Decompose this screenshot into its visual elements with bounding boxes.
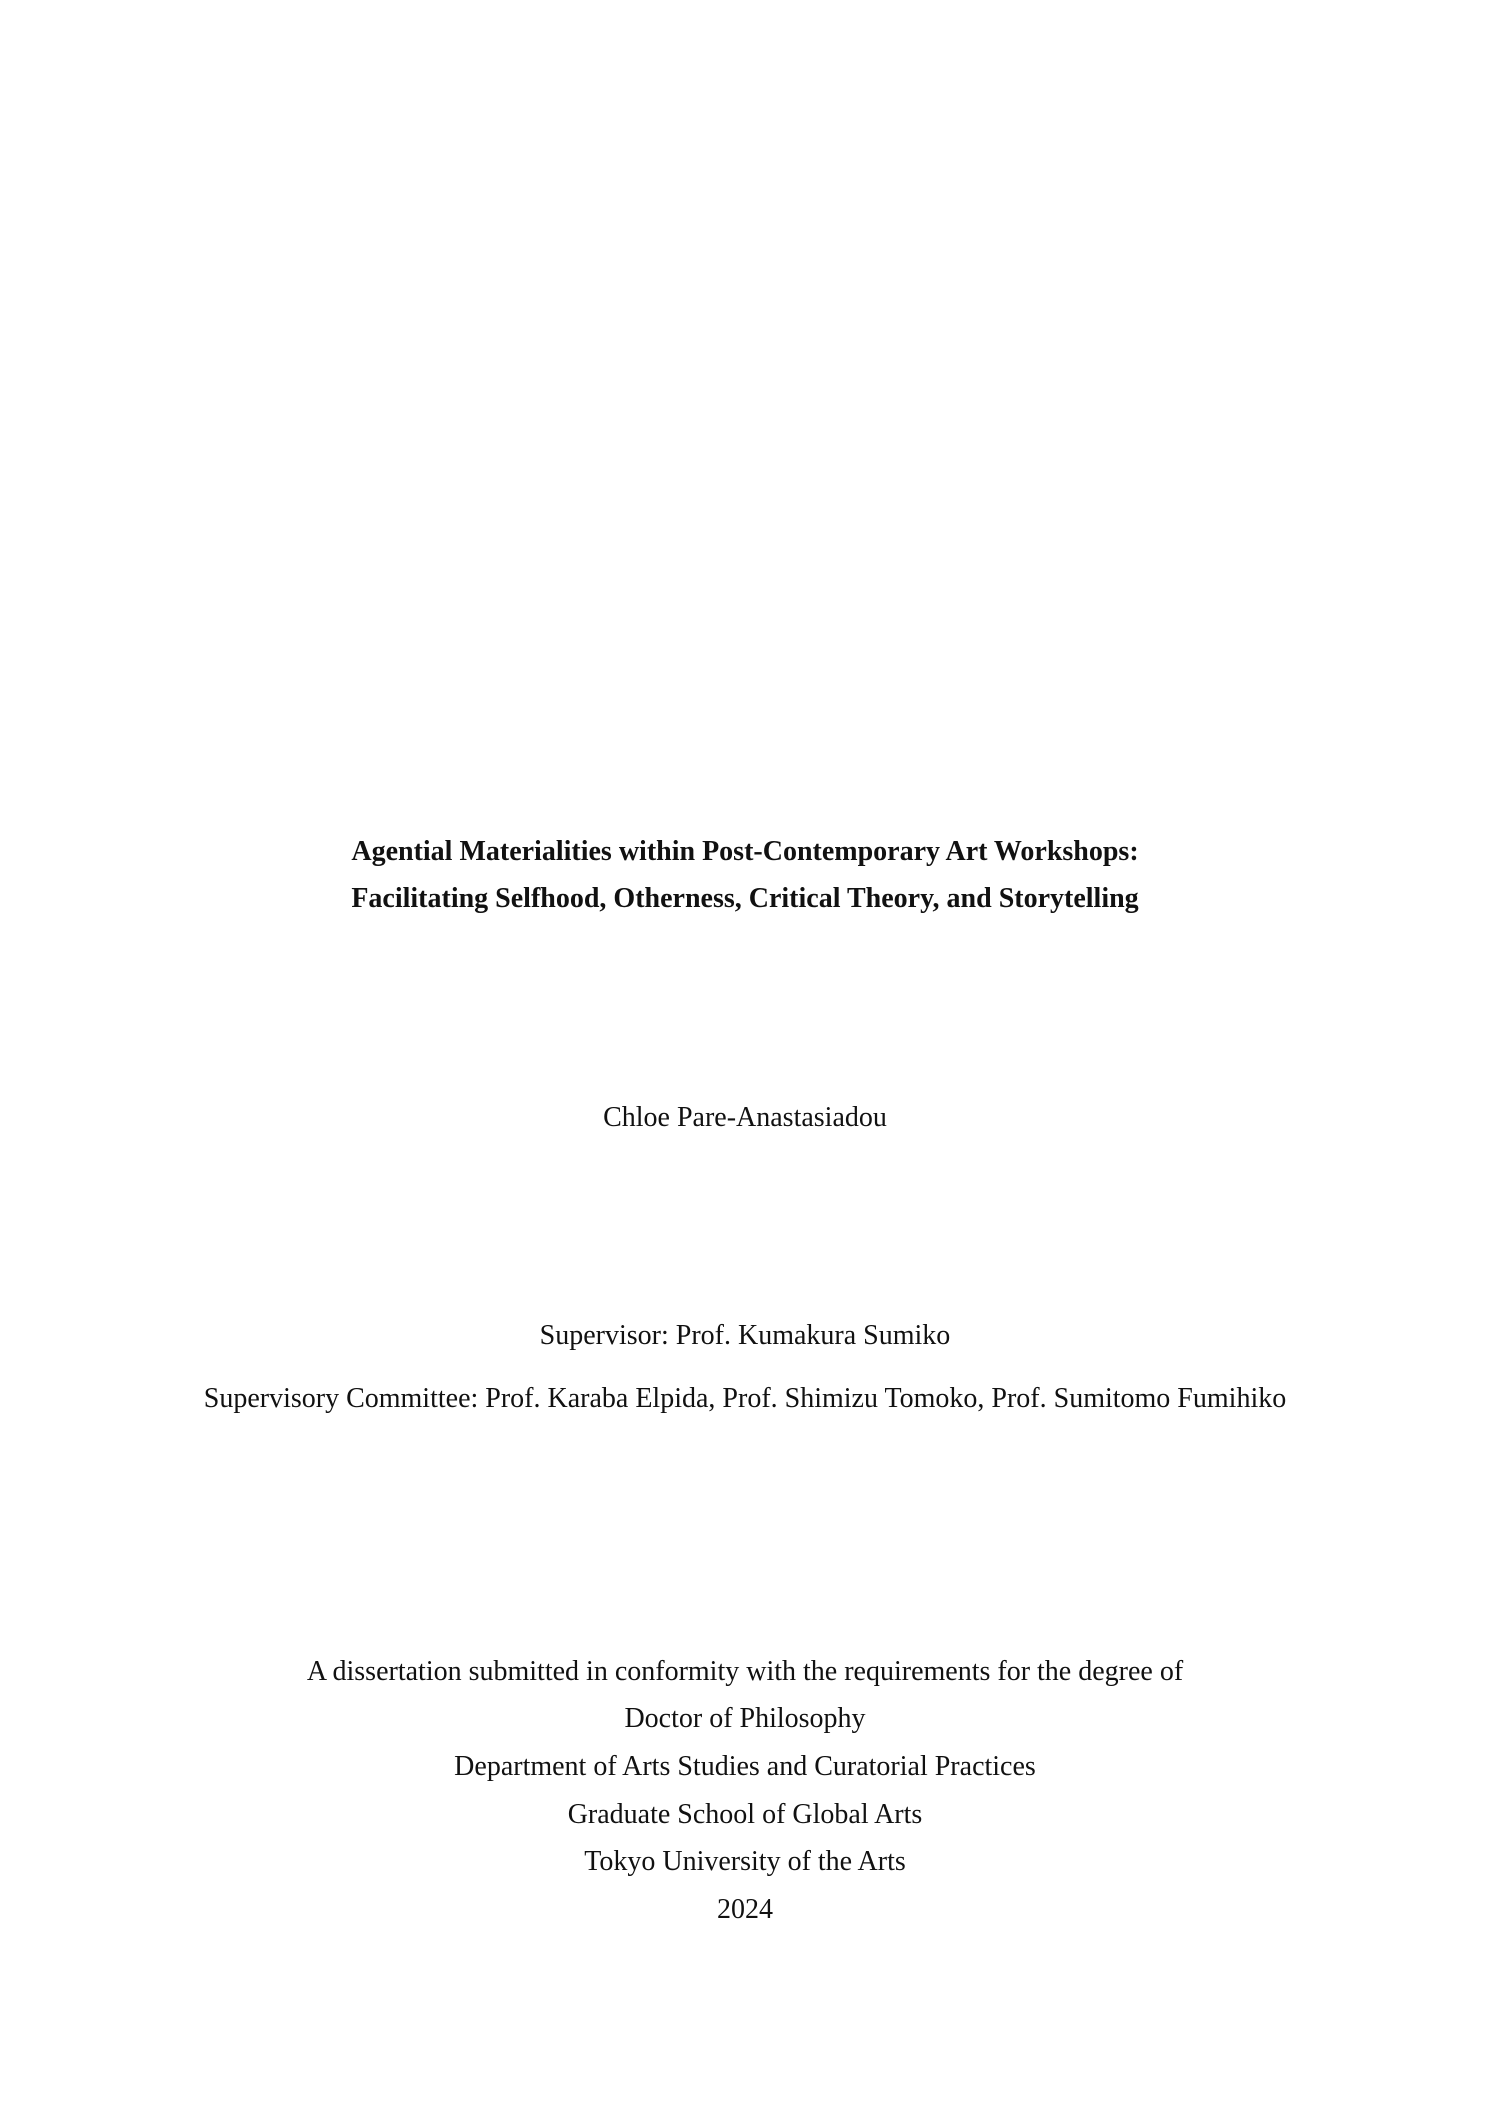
submission-statement: A dissertation submitted in conformity with the requirements for the degree of xyxy=(306,1656,1184,1687)
supervisory-committee-line: Supervisory Committee: Prof. Karaba Elpida, Prof. Shimizu Tomoko, Prof. Sumitomo Fumihiko xyxy=(203,1383,1287,1414)
dissertation-title-line-2: Facilitating Selfhood, Otherness, Critical Theory, and Storytelling xyxy=(351,883,1139,914)
school-name: Graduate School of Global Arts xyxy=(567,1799,923,1830)
university-name: Tokyo University of the Arts xyxy=(584,1846,906,1877)
supervisor-line: Supervisor: Prof. Kumakura Sumiko xyxy=(539,1320,951,1351)
degree-name: Doctor of Philosophy xyxy=(624,1703,866,1734)
submission-year: 2024 xyxy=(717,1894,773,1925)
department-name: Department of Arts Studies and Curatorial Practices xyxy=(454,1751,1036,1782)
author-name: Chloe Pare-Anastasiadou xyxy=(603,1102,887,1133)
dissertation-title-line-1: Agential Materialities within Post-Contemporary Art Workshops: xyxy=(351,836,1139,867)
